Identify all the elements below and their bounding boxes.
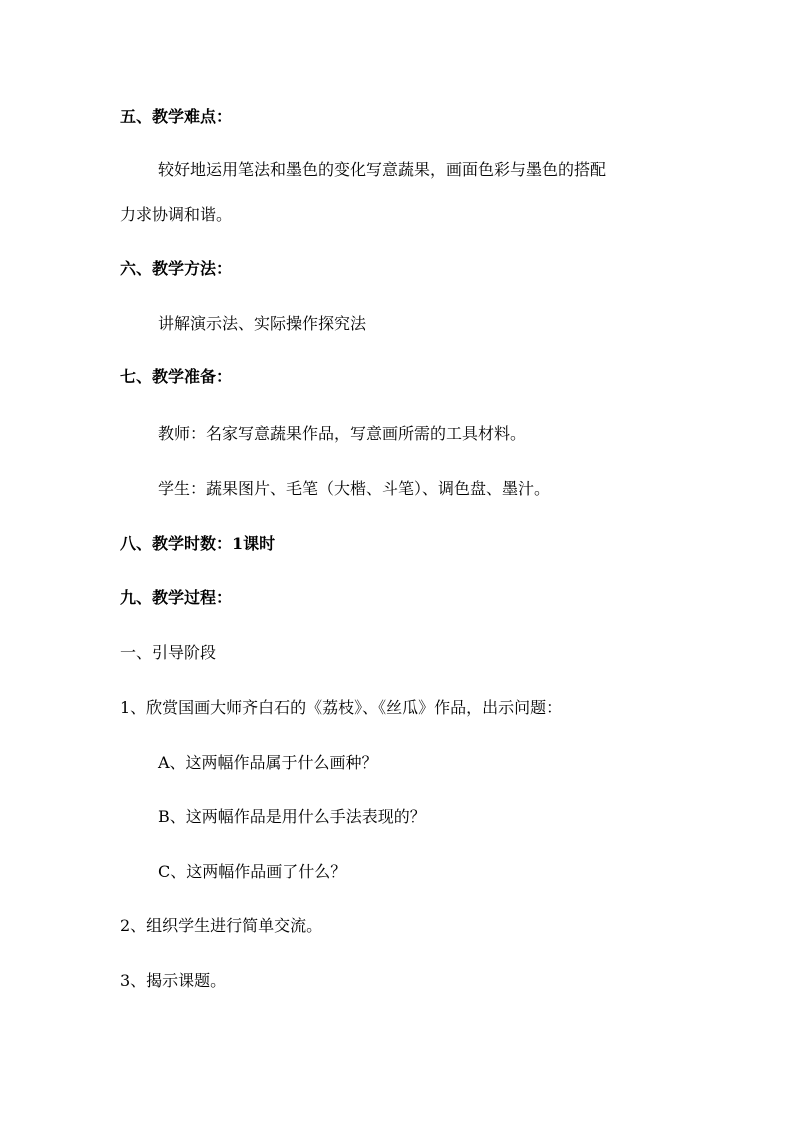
process-item-2: 2、组织学生进行简单交流。 xyxy=(120,916,323,935)
section-7-heading: 七、教学准备： xyxy=(120,367,233,386)
process-item-3: 3、揭示课题。 xyxy=(120,971,227,990)
section-8-heading: 八、教学时数：1课时 xyxy=(120,534,276,553)
section-6-text: 讲解演示法、实际操作探究法 xyxy=(158,314,367,333)
question-c: C、这两幅作品画了什么？ xyxy=(158,862,347,881)
student-preparation: 学生：蔬果图片、毛笔（大楷、斗笔）、调色盘、墨汁。 xyxy=(158,479,551,498)
question-b: B、这两幅作品是用什么手法表现的？ xyxy=(158,807,426,826)
section-5-paragraph-line-2: 力求协调和谐。 xyxy=(120,205,233,224)
section-5-heading: 五、教学难点： xyxy=(120,107,233,126)
section-5-paragraph-line-1: 较好地运用笔法和墨色的变化写意蔬果，画面色彩与墨色的搭配 xyxy=(158,160,607,179)
process-item-1: 1、欣赏国画大师齐白石的《荔枝》、《丝瓜》作品，出示问题： xyxy=(120,698,563,717)
stage-1-heading: 一、引导阶段 xyxy=(120,643,217,662)
section-9-heading: 九、教学过程： xyxy=(120,588,233,607)
question-a: A、这两幅作品属于什么画种？ xyxy=(158,753,378,772)
teacher-preparation: 教师：名家写意蔬果作品，写意画所需的工具材料。 xyxy=(158,424,527,443)
section-6-heading: 六、教学方法： xyxy=(120,259,233,278)
